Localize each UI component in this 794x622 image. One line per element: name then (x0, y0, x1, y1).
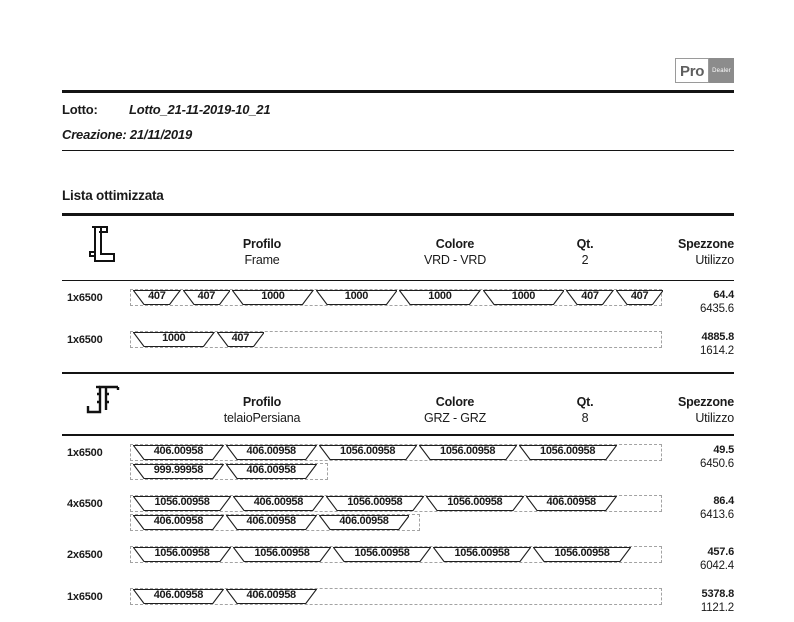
piece-length: 406.00958 (153, 514, 204, 527)
bar-row (62, 580, 734, 622)
cut-piece (333, 547, 431, 562)
piece-length: 406.00958 (246, 514, 296, 527)
cut-piece (226, 515, 317, 530)
cut-piece (183, 290, 231, 305)
piece-length: 1000 (261, 289, 285, 302)
utilizzo-value: 1121.2 (700, 601, 734, 614)
piece-length: 1056.00958 (154, 546, 210, 559)
frame-profile-icon (62, 220, 172, 274)
piece-length: 1056.00958 (347, 495, 403, 508)
bar-values (664, 289, 734, 316)
cut-piece (419, 445, 517, 460)
column-qt-value: 8 (581, 411, 589, 426)
cut-piece (233, 496, 324, 511)
bar-graphic (130, 546, 664, 563)
piece-length: 999.99958 (153, 463, 204, 476)
piece-length: 406.00958 (246, 444, 296, 457)
bar-count-label: 1x6500 (67, 590, 103, 603)
cut-piece (319, 515, 410, 530)
column-qt (558, 220, 612, 268)
piece-length: 1056.00958 (254, 546, 310, 559)
column-profilo-value: Frame (244, 252, 280, 267)
cut-piece (133, 464, 224, 479)
bar-count-label: 1x6500 (67, 446, 103, 459)
piece-length: 1056.00958 (447, 495, 503, 508)
bar-graphic (130, 444, 664, 480)
spezzone-value: 64.4 (713, 288, 734, 301)
bar-values (664, 444, 734, 471)
stock-bar (130, 588, 662, 605)
cut-piece (399, 290, 481, 305)
column-qt-label: Qt. (576, 395, 594, 410)
table-header (62, 216, 734, 280)
lotto-row (62, 102, 734, 118)
bar-count-label: 1x6500 (67, 291, 103, 304)
column-profilo-value: telaioPersiana (223, 411, 301, 426)
spezzone-value: 457.6 (707, 545, 734, 558)
bar-values (664, 546, 734, 573)
piece-length: 406.00958 (246, 588, 296, 601)
bar-graphic (130, 588, 664, 605)
cut-piece (226, 589, 317, 604)
telaio-persiana-profile-icon (62, 378, 172, 428)
column-spezzone-label: Spezzone (677, 395, 734, 410)
spezzone-value: 86.4 (713, 494, 734, 507)
lotto-label: Lotto: (62, 102, 98, 117)
stock-bar (130, 514, 420, 531)
piece-length: 407 (630, 289, 649, 302)
piece-length: 1056.00958 (440, 444, 496, 457)
piece-length: 407 (148, 289, 166, 302)
spezzone-value: 4885.8 (701, 330, 734, 343)
column-colore-label: Colore (435, 395, 475, 410)
cut-piece (426, 496, 524, 511)
bar-row (62, 538, 734, 580)
creation-date: Creazione: 21/11/2019 (62, 127, 192, 142)
bar-row (62, 323, 734, 365)
utilizzo-value: 6435.6 (700, 302, 734, 315)
logo-pro-text: Pro (675, 58, 709, 83)
cut-piece (319, 445, 417, 460)
column-profilo-label: Profilo (242, 236, 282, 251)
cut-piece (533, 547, 631, 562)
cut-piece (232, 290, 314, 305)
column-profilo (172, 378, 352, 426)
cut-piece (133, 547, 231, 562)
meta-rule (62, 150, 734, 151)
bar-row (62, 487, 734, 538)
cut-piece (133, 290, 181, 305)
cut-piece (326, 496, 424, 511)
cut-piece (133, 445, 224, 460)
cut-piece (316, 290, 398, 305)
piece-length: 1056.00958 (354, 546, 410, 559)
bar-values (664, 331, 734, 358)
lotto-value: Lotto_21-11-2019-10_21 (129, 102, 271, 117)
stock-bar (130, 444, 662, 461)
utilizzo-value: 6042.4 (700, 559, 734, 572)
piece-length: 1056.00958 (540, 444, 596, 457)
piece-length: 407 (197, 289, 216, 302)
bar-graphic (130, 331, 664, 348)
table-header (62, 374, 734, 434)
cut-piece (616, 290, 664, 305)
column-spezzone-value: Utilizzo (695, 411, 734, 426)
spezzone-value: 49.5 (713, 443, 734, 456)
cut-piece (133, 496, 231, 511)
piece-length: 1056.00958 (340, 444, 396, 457)
page-title: Lista ottimizzata (62, 188, 164, 204)
column-colore (352, 220, 558, 268)
stock-bar (130, 495, 662, 512)
piece-length: 406.00958 (339, 514, 389, 527)
bar-count-label: 4x6500 (67, 497, 103, 510)
piece-length: 1000 (162, 331, 186, 344)
bar-count-label: 2x6500 (67, 548, 103, 561)
cut-piece (566, 290, 614, 305)
bar-graphic (130, 289, 664, 306)
column-qt-value: 2 (581, 252, 589, 267)
cut-piece (519, 445, 617, 460)
stock-bar (130, 463, 328, 480)
column-colore (352, 378, 558, 426)
piece-length: 1000 (428, 289, 452, 302)
optimized-list (62, 213, 734, 621)
column-colore-value: VRD - VRD (423, 252, 487, 267)
piece-length: 407 (231, 331, 250, 344)
header-rule (62, 90, 734, 93)
app-logo (675, 58, 734, 83)
cut-piece (483, 290, 565, 305)
spezzone-value: 5378.8 (701, 587, 734, 600)
piece-length: 1056.00958 (154, 495, 210, 508)
piece-length: 406.00958 (546, 495, 596, 508)
cut-piece (226, 464, 317, 479)
piece-length: 407 (581, 289, 599, 302)
bar-count-label: 1x6500 (67, 333, 103, 346)
piece-length: 1056.00958 (454, 546, 510, 559)
stock-bar (130, 331, 662, 348)
stock-bar (130, 289, 662, 306)
piece-length: 406.00958 (153, 588, 204, 601)
cut-piece (526, 496, 617, 511)
piece-length: 406.00958 (246, 463, 296, 476)
bar-values (664, 588, 734, 615)
column-qt (558, 378, 612, 426)
column-profilo-label: Profilo (242, 395, 282, 410)
column-colore-value: GRZ - GRZ (423, 411, 487, 426)
bar-row (62, 281, 734, 323)
column-spezzone (612, 220, 734, 268)
cut-piece (217, 332, 265, 347)
cut-piece (133, 515, 224, 530)
logo-sub-text: Dealer (709, 58, 734, 83)
column-qt-label: Qt. (576, 236, 594, 251)
bar-values (664, 495, 734, 522)
piece-length: 406.00958 (153, 444, 204, 457)
piece-length: 1000 (344, 289, 369, 302)
cut-piece (233, 547, 331, 562)
cut-piece (433, 547, 531, 562)
cut-piece (133, 589, 224, 604)
piece-length: 1056.00958 (554, 546, 610, 559)
piece-length: 1000 (511, 289, 536, 302)
cut-piece (226, 445, 317, 460)
column-colore-label: Colore (435, 236, 475, 251)
utilizzo-value: 6450.6 (700, 457, 734, 470)
utilizzo-value: 6413.6 (700, 508, 734, 521)
column-spezzone (612, 378, 734, 426)
column-spezzone-value: Utilizzo (695, 252, 734, 267)
cut-piece (133, 332, 215, 347)
piece-length: 406.00958 (253, 495, 304, 508)
column-spezzone-label: Spezzone (677, 236, 734, 251)
column-profilo (172, 220, 352, 268)
bar-row (62, 436, 734, 487)
bar-graphic (130, 495, 664, 531)
utilizzo-value: 1614.2 (700, 344, 734, 357)
stock-bar (130, 546, 662, 563)
